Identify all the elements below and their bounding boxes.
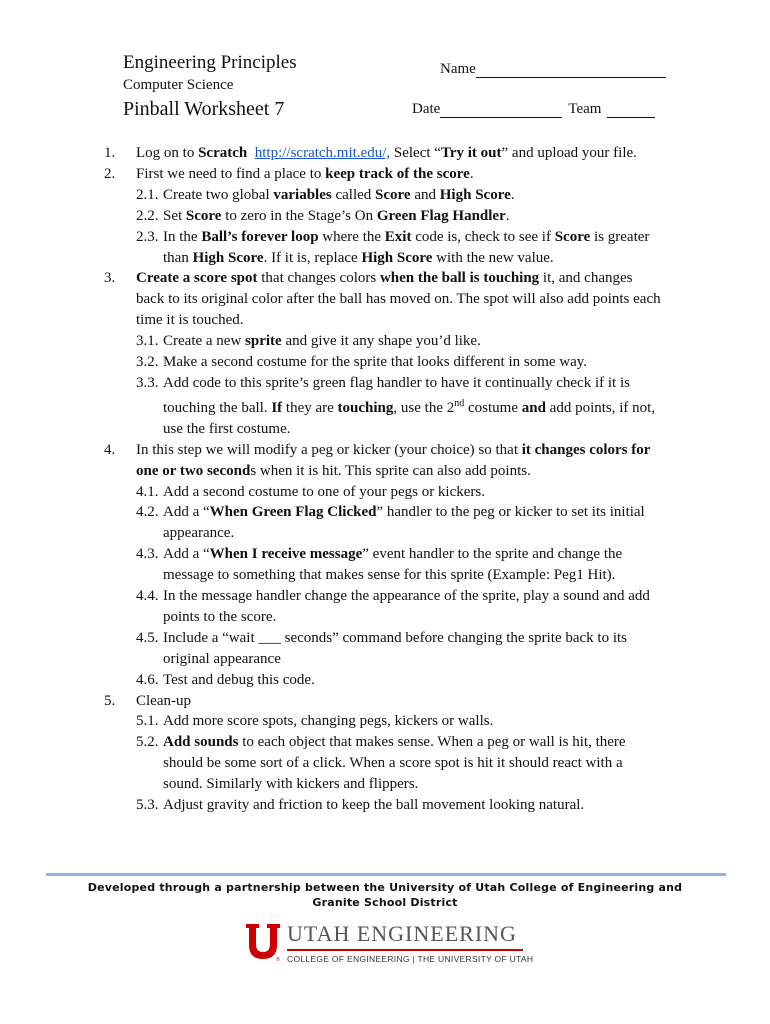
name-label: Name bbox=[440, 61, 476, 77]
sub-item-number: 3.2. bbox=[136, 354, 159, 371]
item-number: 4. bbox=[104, 441, 116, 458]
sub-item-number: 5.1. bbox=[136, 713, 159, 730]
sub-item-number: 4.3. bbox=[136, 546, 159, 563]
header-left bbox=[123, 52, 297, 121]
sub-item-number: 4.1. bbox=[136, 483, 159, 500]
sub-item-number: 2.3. bbox=[136, 228, 159, 245]
header-right bbox=[412, 56, 668, 118]
sub-item-number: 4.6. bbox=[136, 671, 159, 688]
item-number: 5. bbox=[104, 692, 116, 709]
sub-item-number: 5.3. bbox=[136, 797, 159, 814]
footer-divider bbox=[46, 873, 726, 876]
sub-item bbox=[136, 206, 664, 227]
utah-engineering-logo bbox=[245, 922, 535, 964]
sub-item bbox=[136, 670, 664, 691]
date-team-row bbox=[412, 96, 668, 118]
sub-item bbox=[136, 331, 664, 352]
team-field[interactable] bbox=[607, 103, 655, 118]
sub-item-text: Make a second costume for the sprite that looks different in some way. bbox=[163, 354, 588, 371]
sub-item-text: Add more score spots, changing pegs, kickers or walls. bbox=[163, 713, 494, 730]
sub-item bbox=[136, 732, 664, 795]
sub-item-number: 5.2. bbox=[136, 734, 159, 751]
sub-item bbox=[136, 373, 664, 440]
sub-item-text: Add a “When Green Flag Clicked” handler to the peg or kicker to set its initial appearance. bbox=[163, 504, 645, 542]
footer-line-2: Granite School District bbox=[312, 896, 458, 909]
sub-item bbox=[136, 628, 664, 670]
item-number: 3. bbox=[104, 270, 116, 287]
sub-item-number: 3.3. bbox=[136, 374, 159, 391]
sub-item-text: Create a new sprite and give it any shape you’d like. bbox=[163, 333, 481, 350]
item-text: Clean-up bbox=[136, 692, 191, 709]
list-item bbox=[104, 440, 664, 482]
sub-item-number: 4.2. bbox=[136, 504, 159, 521]
item-number: 2. bbox=[104, 165, 116, 182]
list-item bbox=[104, 268, 664, 331]
footer-line-1: Developed through a partnership between the University of Utah College of Engineering and bbox=[87, 881, 683, 894]
sub-item-text: In the Ball’s forever loop where the Exit code is, check to see if Score is greater than High Score. If it is, replace High Score with the new value. bbox=[163, 228, 650, 266]
logo-wordmark bbox=[287, 922, 533, 964]
sub-item bbox=[136, 795, 664, 816]
sub-item-number: 4.5. bbox=[136, 629, 159, 646]
sub-item bbox=[136, 586, 664, 628]
logo-red-bar bbox=[287, 949, 523, 951]
name-row bbox=[412, 56, 668, 78]
sub-item-text: Test and debug this code. bbox=[163, 671, 315, 688]
sub-item-number: 2.2. bbox=[136, 207, 159, 224]
sub-item-text: In the message handler change the appearance of the sprite, play a sound and add points to the score. bbox=[163, 588, 650, 625]
sub-item bbox=[136, 502, 664, 544]
list-item bbox=[104, 164, 664, 185]
team-label: Team bbox=[568, 101, 602, 117]
logo-subtitle: COLLEGE OF ENGINEERING | THE UNIVERSITY OF UTAH bbox=[287, 954, 534, 964]
worksheet-title: Pinball Worksheet 7 bbox=[123, 98, 285, 120]
name-field[interactable] bbox=[476, 63, 666, 78]
scratch-link[interactable]: http://scratch.mit.edu/, bbox=[254, 145, 391, 161]
sub-item-text: Add a “When I receive message” event handler to the sprite and change the message to something that makes sense for this sprite (Example: Peg1 Hit). bbox=[163, 546, 623, 584]
footer-credit bbox=[60, 880, 710, 910]
sub-item-number: 3.1. bbox=[136, 333, 159, 350]
sub-item-text: Include a “wait ___ seconds” command before changing the sprite back to its original appearance bbox=[163, 629, 628, 667]
item-text: In this step we will modify a peg or kicker (your choice) so that it changes colors for one or two seconds when it is hit. This sprite can also add points. bbox=[136, 441, 651, 479]
sub-item bbox=[136, 227, 664, 269]
department: Computer Science bbox=[123, 77, 234, 93]
sub-item-number: 4.4. bbox=[136, 588, 159, 605]
sub-item bbox=[136, 185, 664, 206]
sub-item bbox=[136, 482, 664, 503]
course-title: Engineering Principles bbox=[123, 52, 297, 73]
block-u-icon bbox=[245, 922, 281, 962]
list-item bbox=[104, 691, 664, 712]
list-item bbox=[104, 143, 664, 164]
sub-item-text: Add a second costume to one of your pegs or kickers. bbox=[163, 483, 486, 500]
date-field[interactable] bbox=[440, 103, 562, 118]
sub-item bbox=[136, 711, 664, 732]
sub-item-text: Add code to this sprite’s green flag handler to have it continually check if it is touching the ball. If they are touching, use the 2nd costume and add points, if not, use the first costume. bbox=[163, 374, 656, 437]
item-text: First we need to find a place to keep track of the score. bbox=[136, 165, 474, 182]
sub-item-text: Create two global variables called Score and High Score. bbox=[163, 186, 515, 203]
instruction-list bbox=[104, 143, 664, 816]
date-label: Date bbox=[412, 101, 441, 117]
item-number: 1. bbox=[104, 145, 116, 161]
logo-title: UTAH ENGINEERING bbox=[287, 921, 517, 946]
sub-item-number: 2.1. bbox=[136, 186, 159, 203]
sub-item-text: Adjust gravity and friction to keep the ball movement looking natural. bbox=[163, 797, 585, 814]
sub-item-text: Add sounds to each object that makes sense. When a peg or wall is hit, there should be some sort of a click. When a score spot is hit it should react with a sound. Similarly with kickers and flippers. bbox=[163, 734, 626, 793]
sub-item bbox=[136, 544, 664, 586]
item-text: Create a score spot that changes colors when the ball is touching it, and changes back to its original color after the ball has moved on. The spot will also add points each time it is touched. bbox=[136, 270, 661, 329]
sub-item bbox=[136, 352, 664, 373]
sub-item-text: Set Score to zero in the Stage’s On Green Flag Handler. bbox=[163, 207, 510, 224]
item-text: Log on to Scratch http://scratch.mit.edu/, Select “Try it out” and upload your file. bbox=[136, 145, 637, 161]
svg-text:®: ® bbox=[276, 957, 280, 962]
